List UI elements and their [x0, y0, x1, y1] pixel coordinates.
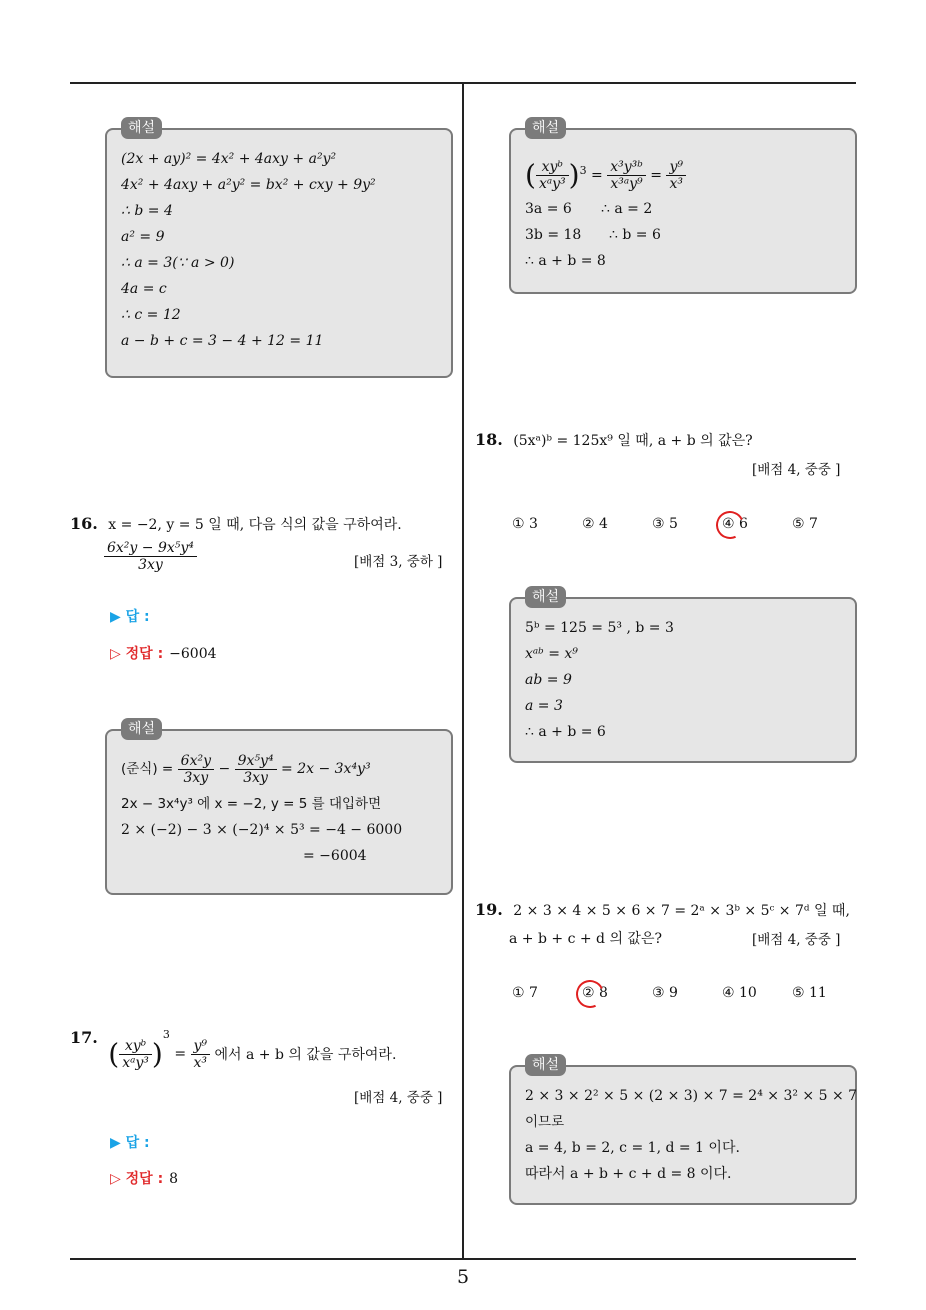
exponent: 3 — [579, 164, 587, 177]
solution-text: (준식) = — [121, 761, 174, 777]
choice-option[interactable] — [512, 516, 538, 532]
fraction-denominator: xᵃy³ — [122, 1054, 149, 1071]
score-label: [배점 4, 중중 ] — [752, 462, 841, 478]
fraction-numerator: y⁹ — [666, 159, 686, 176]
choice-option[interactable] — [652, 516, 678, 532]
exponent: 3 — [162, 1028, 170, 1041]
solution-line — [525, 146, 841, 196]
solution-box-18 — [509, 589, 857, 763]
solution-line — [525, 222, 841, 248]
expression-fraction — [104, 540, 197, 573]
solution-line: = −6004 — [303, 848, 367, 864]
solution-text: 3a = 6 — [525, 201, 572, 217]
question-number: 19. — [475, 900, 503, 919]
fraction-denominator: x³ᵃy⁹ — [610, 176, 643, 193]
page-number: 5 — [456, 1266, 470, 1288]
column-divider — [462, 83, 464, 1258]
fraction-numerator: y⁹ — [191, 1038, 211, 1055]
correct-answer — [110, 643, 217, 663]
fraction-numerator: 9x⁵y⁴ — [235, 753, 277, 770]
solution-tag: 해설 — [525, 586, 566, 608]
choice-label: ② 8 — [582, 985, 608, 1001]
solution-line: 4x² + 4axy + a²y² = bx² + cxy + 9y² — [121, 177, 376, 193]
solution-line: ∴ c = 12 — [121, 307, 181, 323]
solution-line: 4a = c — [121, 281, 167, 297]
bottom-rule — [70, 1258, 856, 1260]
choice-label: ② 4 — [582, 516, 608, 532]
question-number: 17. — [70, 1028, 98, 1047]
question-text: a + b + c + d 의 값은? — [509, 931, 662, 947]
solution-text: = 2x − 3x⁴y³ — [281, 761, 371, 777]
question-number: 16. — [70, 514, 98, 533]
right-paren: ) — [151, 1037, 163, 1071]
choice-label: ① 7 — [512, 985, 538, 1001]
equals-sign: = — [650, 167, 663, 184]
question-16-expression — [104, 540, 197, 573]
solution-text: − — [218, 761, 231, 777]
selected-mark-icon — [572, 976, 608, 1012]
choice-option[interactable] — [722, 516, 748, 532]
solution-tag: 해설 — [525, 1054, 566, 1076]
correct-answer-value: −6004 — [169, 646, 217, 662]
question-18 — [475, 430, 753, 450]
solution-text: 3b = 18 — [525, 227, 582, 243]
choice-label: ③ 5 — [652, 516, 678, 532]
selected-mark-icon — [712, 507, 748, 543]
solution-line: a = 3 — [525, 698, 563, 714]
choice-option[interactable] — [722, 985, 757, 1001]
fraction-numerator: 6x²y − 9x⁵y⁴ — [104, 540, 197, 557]
solution-line: 따라서 a + b + c + d = 8 이다. — [525, 1166, 732, 1182]
solution-line — [525, 196, 841, 222]
solution-tag: 해설 — [525, 117, 566, 139]
choice-label: ⑤ 7 — [792, 516, 818, 532]
choice-option[interactable] — [652, 985, 678, 1001]
question-16 — [70, 514, 402, 534]
fraction-denominator: 3xy — [243, 769, 268, 786]
question-text: x = −2, y = 5 일 때, 다음 식의 값을 구하여라. — [108, 517, 402, 533]
solution-line: 5ᵇ = 125 = 5³ , b = 3 — [525, 620, 674, 636]
choice-option[interactable] — [512, 985, 538, 1001]
solution-line: a² = 9 — [121, 229, 165, 245]
left-paren: ( — [525, 158, 536, 192]
equals-sign: = — [174, 1046, 187, 1062]
answer-input-label: ▶ 답 : — [110, 1135, 150, 1151]
answer-input-label: ▶ 답 : — [110, 609, 150, 625]
question-17 — [70, 1028, 396, 1071]
solution-box-17 — [509, 120, 857, 294]
fraction-numerator: xyᵇ — [119, 1038, 152, 1055]
solution-tag: 해설 — [121, 718, 162, 740]
right-paren: ) — [568, 158, 580, 192]
fraction-denominator: 3xy — [138, 557, 163, 573]
solution-line: ∴ a + b = 6 — [525, 724, 606, 740]
fraction-denominator: x³ — [669, 176, 683, 193]
choice-option[interactable] — [582, 516, 608, 532]
choice-label: ③ 9 — [652, 985, 678, 1001]
solution-line — [121, 747, 437, 791]
fraction-numerator: x³y³ᵇ — [607, 159, 646, 176]
correct-answer — [110, 1168, 178, 1188]
score-label: [배점 4, 중중 ] — [752, 932, 841, 948]
correct-answer-label: ▷ 정답 : — [110, 1171, 164, 1187]
fraction-numerator: xyᵇ — [536, 159, 569, 176]
choice-label: ⑤ 11 — [792, 985, 827, 1001]
solution-line: xᵃᵇ = x⁹ — [525, 646, 578, 662]
question-text: 2 × 3 × 4 × 5 × 6 × 7 = 2ᵃ × 3ᵇ × 5ᶜ × 7ᵈ 일 때, — [513, 903, 850, 919]
score-label: [배점 4, 중중 ] — [354, 1090, 443, 1106]
solution-tag: 해설 — [121, 117, 162, 139]
solution-text: ∴ a = 2 — [601, 201, 653, 217]
choice-list-18 — [512, 516, 852, 536]
correct-answer-label: ▷ 정답 : — [110, 646, 164, 662]
solution-box-19 — [509, 1057, 858, 1205]
solution-text: ∴ b = 6 — [609, 227, 661, 243]
fraction-denominator: x³ — [193, 1054, 208, 1071]
solution-line: 2 × 3 × 2² × 5 × (2 × 3) × 7 = 2⁴ × 3² × 5 × 7 — [525, 1088, 858, 1104]
solution-line: 2 × (−2) − 3 × (−2)⁴ × 5³ = −4 − 6000 — [121, 822, 403, 838]
fraction-denominator: xᵃy³ — [538, 176, 566, 193]
choice-option[interactable] — [792, 985, 827, 1001]
question-text: (5xᵃ)ᵇ = 125x⁹ 일 때, a + b 의 값은? — [513, 433, 753, 449]
choice-list-19 — [512, 985, 852, 1005]
solution-line: (2x + ay)² = 4x² + 4axy + a²y² — [121, 151, 337, 167]
equals-sign: = — [591, 167, 603, 184]
solution-line: 이므로 — [525, 1114, 565, 1130]
choice-label: ④ 6 — [722, 516, 748, 532]
score-label: [배점 3, 중하 ] — [354, 554, 443, 570]
question-19 — [475, 900, 850, 920]
solution-line: a − b + c = 3 − 4 + 12 = 11 — [121, 333, 324, 349]
question-number: 18. — [475, 430, 503, 449]
left-paren: ( — [108, 1037, 120, 1071]
choice-label: ④ 10 — [722, 985, 757, 1001]
question-text: 에서 a + b 의 값을 구하여라. — [214, 1047, 397, 1063]
solution-line: a = 4, b = 2, c = 1, d = 1 이다. — [525, 1140, 740, 1156]
correct-answer-value: 8 — [169, 1171, 179, 1187]
choice-option[interactable] — [792, 516, 818, 532]
choice-label: ① 3 — [512, 516, 538, 532]
solution-line: ∴ a + b = 8 — [525, 253, 606, 269]
solution-line: ∴ b = 4 — [121, 203, 173, 219]
fraction-numerator: 6x²y — [178, 753, 214, 770]
solution-line: 2x − 3x⁴y³ 에 x = −2, y = 5 를 대입하면 — [121, 796, 382, 812]
solution-box-15 — [105, 120, 453, 378]
solution-line: ab = 9 — [525, 672, 572, 688]
solution-line: ∴ a = 3(∵ a > 0) — [121, 255, 235, 271]
fraction-denominator: 3xy — [183, 769, 209, 786]
solution-box-16 — [105, 721, 453, 895]
choice-option[interactable] — [582, 985, 608, 1001]
